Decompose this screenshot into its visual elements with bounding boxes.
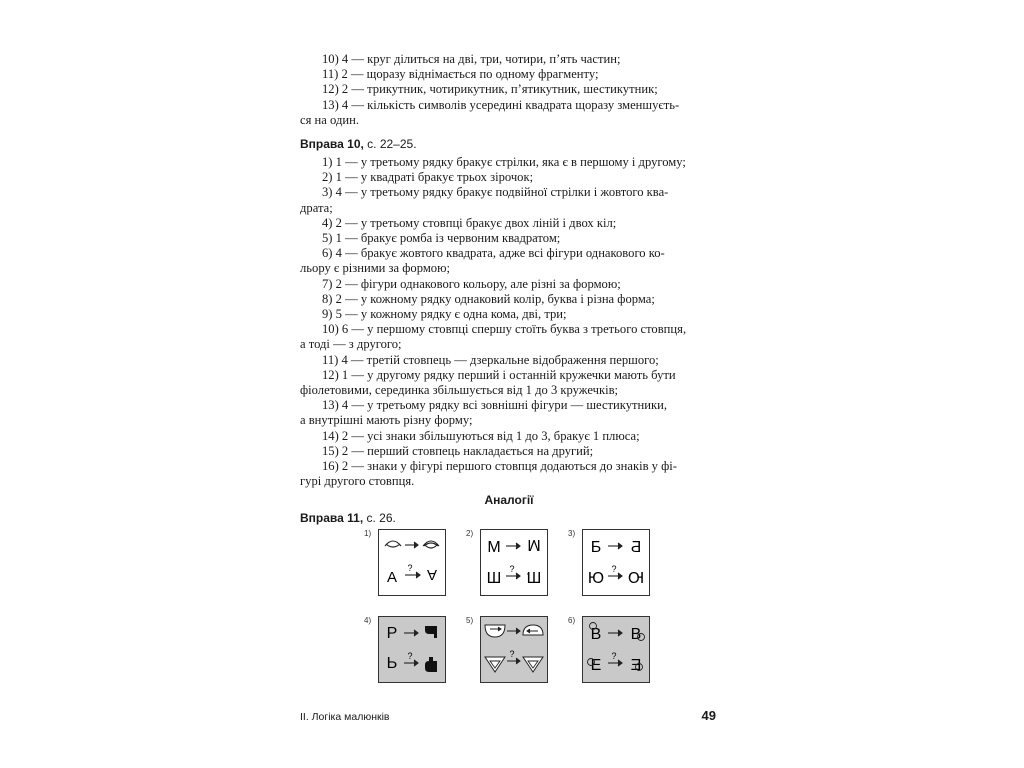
puzzle-5-drawing [481, 617, 547, 682]
answer-line: 9) 5 — у кожному рядку є одна кома, дві, три; [322, 307, 567, 322]
letter-bottom-left: Ю [587, 570, 605, 587]
answer-line: 14) 2 — усі знаки збільшуються від 1 до 3, бракує 1 плюса; [322, 428, 640, 443]
answer-line: 15) 2 — перший стовпець накладається на другий; [322, 443, 594, 458]
page-content [300, 52, 718, 526]
answers-block-top [300, 52, 718, 128]
answer-line: 7) 2 — фігури однакового кольору, але різні за формою; [322, 276, 621, 291]
exercise-11-heading [300, 511, 718, 526]
answer-line: а тоді — з другого; [300, 337, 402, 352]
answer-line: 11) 4 — третій стовпець — дзеркальне відображення першого; [322, 352, 659, 367]
puzzle-box [378, 529, 446, 596]
exercise-title: Вправа 11, [300, 511, 364, 526]
puzzle-6-drawing [583, 617, 649, 682]
answer-line: фіолетовими, серединка збільшується від 1 до 3 кружечків; [300, 383, 619, 398]
footer-section-title: ІІ. Логіка малюнків [300, 711, 390, 723]
puzzle-box [582, 529, 650, 596]
puzzle-number: 2) [466, 529, 474, 538]
exercise-10-answers [300, 155, 718, 489]
answer-line: а внутрішні мають різну форму; [300, 413, 473, 428]
letter-top-left: Р [386, 625, 398, 642]
puzzle-number: 5) [466, 616, 474, 625]
puzzle-box [480, 616, 548, 683]
letter-bottom-right: Е [630, 657, 642, 674]
answer-line: гурі другого стовпця. [300, 474, 415, 489]
puzzle-3-drawing [583, 530, 649, 595]
puzzle-number: 4) [364, 616, 372, 625]
letter-bottom-right: Ш [526, 570, 542, 587]
answer-line: 16) 2 — знаки у фігурі першого стовпця додаються до знаків у фі- [322, 459, 677, 474]
answer-line: 6) 4 — бракує жовтого квадрата, адже всі фігури однакового ко- [322, 246, 665, 261]
answer-line: 5) 1 — бракує ромба із червоним квадратом; [322, 231, 561, 246]
answer-line: 13) 4 — кількість символів усередині квадрата щоразу зменшуєть- [322, 97, 680, 112]
answer-line: 13) 4 — у третьому рядку всі зовнішні фігури — шестикутники, [322, 398, 667, 413]
puzzle-3 [568, 529, 660, 597]
question-mark: ? [407, 563, 413, 573]
letter-bottom-right: А [426, 566, 438, 583]
answer-line: 10) 4 — круг ділиться на дві, три, чотири, п’ять частин; [322, 52, 621, 66]
section-heading-analogies: Аналогії [484, 493, 534, 508]
exercise-pages: с. 26. [363, 511, 396, 526]
letter-top-left: Б [590, 539, 602, 556]
puzzle-1 [364, 529, 456, 597]
answer-line: 12) 2 — трикутник, чотирикутник, п’ятикутник, шестикутник; [322, 82, 658, 97]
puzzle-number: 1) [364, 529, 372, 538]
letter-bottom-left: А [386, 569, 398, 586]
letter-top-left: М [487, 539, 501, 556]
puzzle-2 [466, 529, 558, 597]
letter-bottom-left: Ш [486, 570, 502, 587]
question-mark: ? [611, 651, 617, 661]
puzzle-5 [466, 616, 558, 684]
puzzle-box [378, 616, 446, 683]
exercise-title: Вправа 10, [300, 137, 364, 152]
exercise-10-heading [300, 137, 718, 152]
page-number: 49 [701, 708, 716, 723]
answer-line: 1) 1 — у третьому рядку бракує стрілки, яка є в першому і другому; [322, 155, 686, 170]
answer-line: драта; [300, 200, 333, 215]
question-mark: ? [509, 564, 515, 574]
puzzle-4-drawing [379, 617, 445, 682]
answer-line: 2) 1 — у квадраті бракує трьох зірочок; [322, 170, 534, 185]
answer-line: 11) 2 — щоразу віднімається по одному фрагменту; [322, 67, 599, 82]
letter-bottom-right: Ю [627, 570, 645, 587]
puzzle-box [480, 529, 548, 596]
puzzle-box [582, 616, 650, 683]
analogy-puzzles-grid [364, 529, 664, 684]
letter-bottom-left: Е [590, 657, 602, 674]
puzzle-4 [364, 616, 456, 684]
puzzle-number: 3) [568, 529, 576, 538]
puzzle-1-drawing [379, 530, 445, 595]
question-mark: ? [611, 564, 617, 574]
answer-line: 3) 4 — у третьому рядку бракує подвійної стрілки і жовтого ква- [322, 185, 669, 200]
letter-top-right: М [527, 536, 541, 553]
puzzle-number: 6) [568, 616, 576, 625]
answer-line: 12) 1 — у другому рядку перший і останній кружечки мають бути [322, 367, 676, 382]
answer-line: льору є різними за формою; [300, 261, 451, 276]
filled-shape-icon [425, 626, 437, 638]
answer-line: 10) 6 — у першому стовпці спершу стоїть буква з третього стовпця, [322, 322, 687, 337]
puzzle-2-drawing [481, 530, 547, 595]
answer-line: 4) 2 — у третьому стовпці бракує двох ліній і двох кіл; [322, 215, 617, 230]
page-footer [300, 708, 718, 726]
letter-top-right: Б [630, 539, 642, 556]
puzzle-6 [568, 616, 660, 684]
answer-line: 8) 2 — у кожному рядку однаковий колір, буква і різна форма; [322, 291, 655, 306]
letter-top-left: В [590, 626, 602, 643]
question-mark: ? [509, 649, 515, 659]
filled-shape-icon [425, 657, 437, 672]
exercise-pages: с. 22–25. [363, 137, 417, 152]
letter-top-right: В [630, 626, 642, 643]
answer-line: ся на один. [300, 112, 359, 127]
letter-bottom-left: Р [386, 653, 398, 670]
question-mark: ? [407, 651, 413, 661]
